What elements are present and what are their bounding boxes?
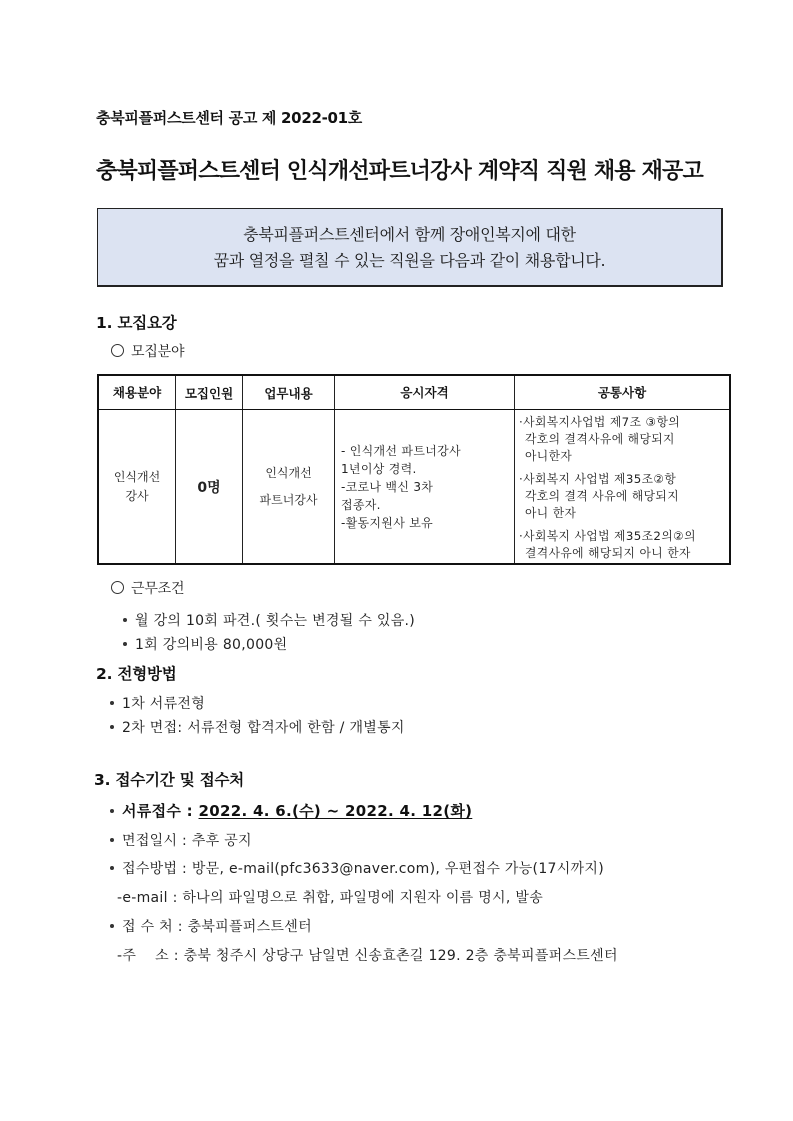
selection-item: 1차 서류전형	[110, 693, 205, 713]
intro-line-1: 충북피플퍼스트센터에서 함께 장애인복지에 대한	[243, 225, 576, 244]
bullet-dot-icon	[123, 642, 127, 646]
header-headcount: 모집인원	[176, 375, 243, 410]
cell-headcount: 0명	[176, 410, 243, 565]
submission-method-item: 접수방법 : 방문, e-mail(pfc3633@naver.com), 우편접수 가능(17시까지)	[110, 858, 604, 878]
header-qualifications: 응시자격	[335, 375, 515, 410]
section-3-heading: 3. 접수기간 및 접수처	[94, 771, 245, 789]
work-conditions-label: 근무조건	[131, 581, 185, 597]
interview-item: 면접일시 : 추후 공지	[110, 830, 252, 850]
bullet-dot-icon	[123, 618, 127, 622]
recruit-field-subheading	[111, 341, 184, 361]
address-line: -주 소 : 충북 청주시 상당구 남일면 신송효촌길 129. 2층 충북피플퍼스트센터	[117, 948, 618, 964]
requirement-item: ·사회복지 사업법 제35조②항 각호의 결격 사유에 해당되지 아니 한자	[519, 471, 679, 520]
bullet-dot-icon	[110, 725, 114, 729]
bullet-dot-icon	[110, 924, 114, 928]
bullet-dot-icon	[110, 866, 114, 870]
bullet-dot-icon	[110, 809, 114, 813]
document-submission-item	[110, 800, 472, 821]
intro-line-2: 꿈과 열정을 펼칠 수 있는 직원을 다음과 같이 채용합니다.	[213, 251, 606, 270]
recruit-field-label: 모집분야	[131, 344, 185, 360]
condition-item: 1회 강의비용 80,000원	[123, 634, 287, 654]
header-duties: 업무내용	[243, 375, 335, 410]
header-common: 공통사항	[515, 375, 731, 410]
section-1-heading: 1. 모집요강	[96, 314, 177, 332]
bullet-dot-icon	[110, 838, 114, 842]
circle-bullet-icon	[111, 344, 124, 357]
section-2-heading: 2. 전형방법	[96, 665, 177, 683]
submission-place-item: 접 수 처 : 충북피플퍼스트센터	[110, 916, 312, 936]
intro-box	[97, 208, 723, 287]
notice-number: 충북피플퍼스트센터 공고 제 2022-01호	[96, 109, 362, 127]
document-submission-period: 2022. 4. 6.(수) ~ 2022. 4. 12(화)	[198, 802, 473, 820]
cell-field: 인식개선 강사	[98, 410, 176, 565]
document-title: 충북피플퍼스트센터 인식개선파트너강사 계약직 직원 채용 재공고	[96, 159, 703, 184]
work-conditions-subheading	[111, 578, 184, 598]
condition-item: 월 강의 10회 파견.( 횟수는 변경될 수 있음.)	[123, 610, 415, 630]
table-row	[98, 410, 730, 565]
table-header-row	[98, 375, 730, 410]
email-note: -e-mail : 하나의 파일명으로 취합, 파일명에 지원자 이름 명시, 발송	[117, 890, 544, 906]
requirement-item: ·사회복지사업법 제7조 ③항의 각호의 결격사유에 해당되지 아니한자	[519, 414, 681, 463]
cell-duties: 인식개선 파트너강사	[243, 410, 335, 565]
cell-common-requirements	[515, 410, 731, 565]
requirement-item: ·사회복지 사업법 제35조2의②의 결격사유에 해당되지 아니 한자	[519, 528, 696, 560]
recruitment-table	[97, 374, 731, 565]
circle-bullet-icon	[111, 581, 124, 594]
cell-qualifications: - 인식개선 파트너강사 1년이상 경력. -코로나 백신 3차 접종자. -활동지원사 보유	[335, 410, 515, 565]
selection-item: 2차 면접: 서류전형 합격자에 한함 / 개별통지	[110, 717, 405, 737]
document-submission-label: 서류접수 :	[122, 802, 199, 820]
bullet-dot-icon	[110, 701, 114, 705]
header-field: 채용분야	[98, 375, 176, 410]
